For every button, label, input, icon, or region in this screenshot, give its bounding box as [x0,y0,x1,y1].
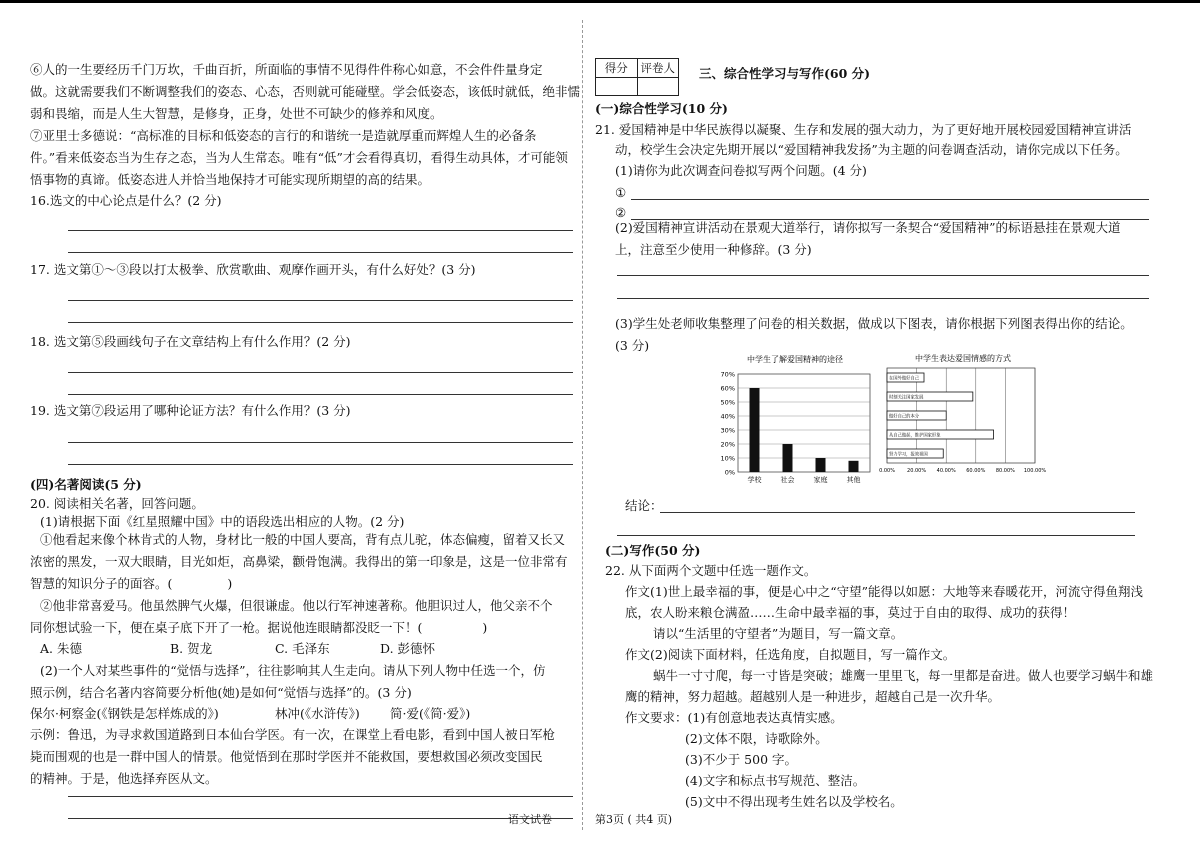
paragraph-6-line: ⑥人的一生要经历千门万坎，千曲百折，所面临的事情不见得件件称心如意，不会件件量身定 [30,62,543,77]
paragraph-7-line: ⑦亚里士多德说：“高标准的目标和低姿态的言行的和谐统一是造就厚重而辉煌人生的必备条 [30,128,537,143]
passage-2-line: 同你想试验一下，便在桌子底下开了一枪。据说他连眼睛都没眨一下！( ) [30,620,488,635]
answer-line[interactable] [68,394,573,395]
essay-1-line: 作文(1)世上最幸福的事，便是心中之“守望”能得以如愿：大地等来春暖花开，河流守得鱼翔浅 [625,584,1143,599]
top-rule [0,0,1200,3]
x-tick-label: 80.00% [995,468,1015,474]
answer-line[interactable] [631,199,1149,200]
answer-line[interactable] [617,275,1149,276]
requirement: 作文要求：(1)有创意地表达真情实感。 [625,710,843,725]
character-option: 简·爱(《简·爱》) [390,706,471,721]
x-tick-label: 其他 [846,476,861,484]
bar-label: 做好自己的本分 [889,414,920,420]
answer-line[interactable] [68,372,573,373]
conclusion-label: 结论： [625,498,663,513]
chart-title: 中学生表达爱国情感的方式 [915,354,1011,363]
chart-title: 中学生了解爱国精神的途径 [747,355,843,364]
score-cell[interactable] [596,78,638,95]
question-19: 19. 选文第⑦段运用了哪种论证方法？有什么作用？(3 分) [30,403,351,418]
x-tick-label: 学校 [747,476,762,484]
question-21-line: 动，校学生会决定先期开展以“爱国精神我发扬”为主题的问卷调查活动，请你完成以下任务。 [615,142,1128,157]
x-tick-label: 家庭 [813,476,828,484]
requirement: (2)文体不限，诗歌除外。 [685,731,828,746]
paragraph-7-line: 件。”看来低姿态当为生存之态，当为人生常态。唯有“低”才会看得真切，看得生动具体，才可能领 [30,150,568,165]
question-21-3-line: (3)学生处老师收集整理了问卷的相关数据，做成以下图表，请你根据下列图表得出你的结论。 [615,316,1133,331]
bar [750,388,760,472]
bar-label: 努力学习，报效祖国 [889,452,928,458]
subsection-1-heading: (一)综合性学习(10 分) [595,101,728,116]
essay-1-prompt: 请以“生活里的守望者”为题目，写一篇文章。 [653,626,904,641]
bar-label: 在国外做好自己 [889,376,920,382]
essay-2-line: 蜗牛一寸寸爬，每一寸皆是突破；雄鹰一里里飞，每一里都是奋进。做人也要学习蜗牛和雄 [653,668,1154,683]
grader-cell[interactable] [638,78,679,95]
essay-2-line: 作文(2)阅读下面材料，任选角度，自拟题目，写一篇作文。 [625,647,956,662]
footer-subject: 语文试卷 [508,813,552,826]
y-tick-label: 30% [720,426,735,435]
question-16: 16.选文的中心论点是什么？(2 分) [30,193,222,208]
essay-2-line: 鹰的精神，努力超越。超越别人是一种进步，超越自己是一次升华。 [625,689,1001,704]
answer-line[interactable] [617,298,1149,299]
question-21-line: 21. 爱国精神是中华民族得以凝聚、生存和发展的强大动力，为了更好地开展校园爱国精神宣讲活 [595,122,1132,137]
bar-label: 从自己做起，维护国家形象 [889,433,941,439]
requirement: (3)不少于 500 字。 [685,752,798,767]
requirement: (5)文中不得出现考生姓名以及学校名。 [685,794,903,809]
bar [816,458,826,472]
answer-line[interactable] [68,230,573,231]
question-21-2-line: (2)爱国精神宣讲活动在景观大道举行，请你拟写一条契合“爱国精神”的标语悬挂在景观大道 [615,220,1121,235]
subsection-2-heading: (二)写作(50 分) [605,543,701,558]
option-a[interactable]: A. 朱德 [40,641,82,656]
character-option: 保尔·柯察金(《钢铁是怎样炼成的》) [30,706,219,721]
conclusion-line[interactable] [617,535,1135,536]
score-box [595,58,679,96]
passage-1-line: 浓密的黑发，一双大眼睛，目光如炬，高鼻梁，颧骨饱满。我得出的第一印象是，这是一位非常有 [30,554,568,569]
y-tick-label: 10% [720,454,735,463]
paragraph-7-line: 悟事物的真谛。低姿态进人并恰当地保持才可能实现所期望的高的结果。 [30,172,431,187]
answer-marker-2: ② [615,205,627,220]
y-tick-label: 20% [720,440,735,449]
question-22: 22. 从下面两个文题中任选一题作文。 [605,563,817,578]
x-tick-label: 60.00% [966,468,986,474]
question-20-2-line: (2)一个人对某些事件的“觉悟与选择”，往往影响其人生走向。请从下列人物中任选一个，仿 [40,663,546,678]
question-20: 20. 阅读相关名著，回答问题。 [30,496,204,511]
y-tick-label: 70% [720,370,735,379]
y-tick-label: 50% [720,398,735,407]
character-option: 林冲(《水浒传》) [275,706,360,721]
bar [783,444,793,472]
answer-marker-1: ① [615,185,627,200]
option-c[interactable]: C. 毛泽东 [275,641,330,656]
answer-line[interactable] [68,300,573,301]
page-number: 第3页 ( 共4 页) [595,813,673,826]
x-tick-label: 20.00% [907,468,927,474]
answer-line[interactable] [68,252,573,253]
answer-line[interactable] [68,818,573,819]
y-tick-label: 40% [720,412,735,421]
bar [849,461,859,472]
question-20-2-line: 照示例，结合名著内容简要分析他(她)是如何“觉悟与选择”的。(3 分) [30,685,412,700]
question-21-1: (1)请你为此次调查问卷拟写两个问题。(4 分) [615,163,867,178]
option-b[interactable]: B. 贺龙 [170,641,213,656]
paragraph-6-line: 做。这就需要我们不断调整我们的姿态、心态，否则就可能碰壁。学会低姿态，该低时就低，绝非懦 [30,84,581,99]
answer-line[interactable] [68,442,573,443]
bar-label: 时刻关注国家发展 [889,395,924,401]
example-line: 示例：鲁迅，为寻求救国道路到日本仙台学医。有一次，在课堂上看电影，看到中国人被日军枪 [30,727,556,742]
example-line: 毙而围观的也是一群中国人的情景。他觉悟到在那时学医并不能救国，要想救国必须改变国民 [30,749,543,764]
x-tick-label: 0.00% [879,468,895,474]
paragraph-6-line: 弱和畏缩，而是人生大智慧，是修身，正身，处世不可缺少的修养和风度。 [30,106,443,121]
y-tick-label: 0% [724,468,735,477]
question-21-2-line: 上，注意至少使用一种修辞。(3 分) [615,242,812,257]
question-17: 17. 选文第①～③段以打太极拳、欣赏歌曲、观摩作画开头，有什么好处？(3 分) [30,262,476,277]
conclusion-line[interactable] [660,512,1135,513]
section-3-heading: 三、综合性学习与写作(60 分) [699,66,871,81]
example-line: 的精神。于是，他选择弃医从文。 [30,771,218,786]
grader-label: 评卷人 [640,61,675,75]
question-20-1: (1)请根据下面《红星照耀中国》中的语段选出相应的人物。(2 分) [40,514,405,529]
bar-chart-expression-methods [879,352,1047,480]
answer-line[interactable] [68,322,573,323]
answer-line[interactable] [68,464,573,465]
x-tick-label: 100.00% [1023,468,1047,474]
passage-1-line: 智慧的知识分子的面容。( ) [30,576,233,591]
requirement: (4)文字和标点书写规范、整洁。 [685,773,866,788]
x-tick-label: 40.00% [936,468,956,474]
bar-chart-understanding-channels [713,352,878,487]
passage-1-line: ①他看起来像个林肯式的人物，身材比一般的中国人要高，背有点儿驼，体态偏瘦，留着又长又 [40,532,566,547]
y-tick-label: 60% [720,384,735,393]
x-tick-label: 社会 [780,476,795,484]
option-d[interactable]: D. 彭德怀 [380,641,436,656]
answer-line[interactable] [68,796,573,797]
essay-1-line: 底，农人盼来粮仓满盈……生命中最幸福的事，莫过于自由的取得、成功的获得！ [625,605,1076,620]
section-4-heading: (四)名著阅读(5 分) [30,477,142,492]
page-divider [582,20,583,830]
passage-2-line: ②他非常喜爱马。他虽然脾气火爆，但很谦虚。他以行军神速著称。他胆识过人，他父亲不个 [40,598,553,613]
question-18: 18. 选文第⑤段画线句子在文章结构上有什么作用？(2 分) [30,334,351,349]
score-label: 得分 [596,59,638,77]
question-21-3-line: (3 分) [615,338,650,353]
